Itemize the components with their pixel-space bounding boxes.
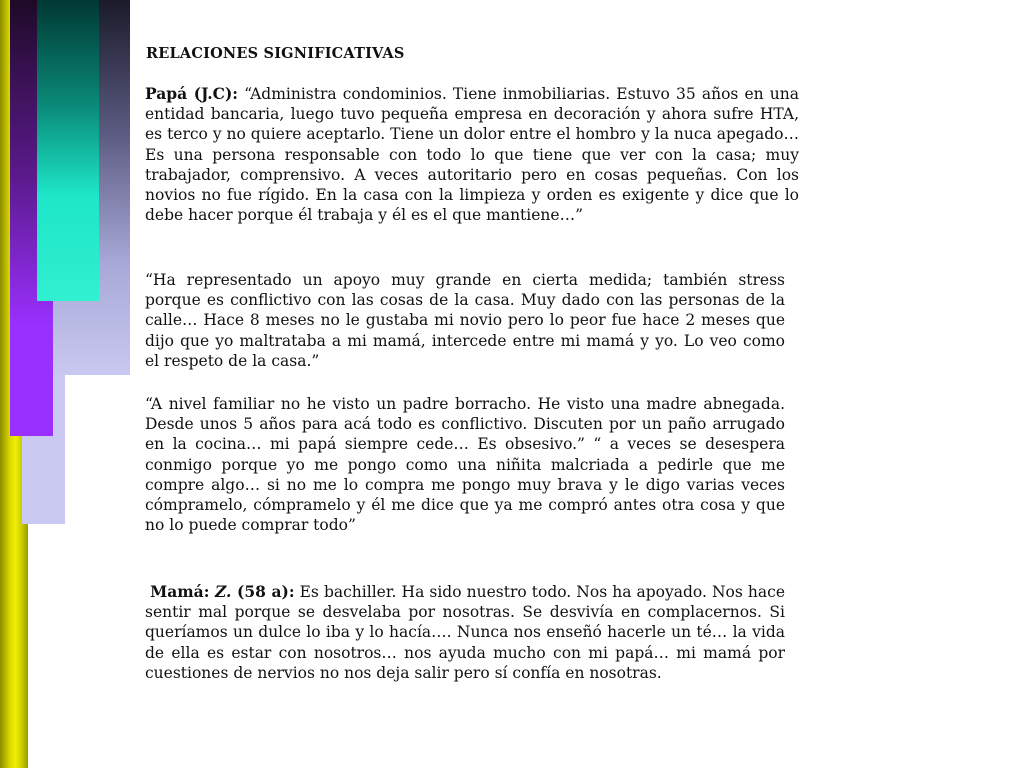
mother-paragraph: [145, 582, 785, 683]
father-text: “Administra condominios. Tiene inmobiliarias. Estuvo 35 años en una entidad bancaria, luego tuvo pequeña empresa en decoración y ahora sufre HTA, es terco y no quiere aceptarlo. Tiene un dolor entre el hombro y la nuca apegado… Es una persona responsable con todo lo que tiene que ver con la casa; muy trabajador, comprensivo. A veces autoritario pero en cosas pequeñas. Con los novios no fue rígido. En la casa con la limpieza y orden es exigente y dice que lo debe hacer porque él trabaja y él es el que mantiene…”: [145, 85, 799, 225]
mother-label-suffix: (58 a):: [231, 582, 295, 601]
mother-label-name: Z.: [215, 582, 232, 601]
decorative-teal-bar: [37, 0, 99, 301]
mother-label: [150, 582, 294, 601]
quote-paragraph-2: “A nivel familiar no he visto un padre borracho. He visto una madre abnegada. Desde unos 5 años para acá todo es conflictivo. Discuten por un paño arrugado en la cocina… mi papá siempre cede… Es obsesivo.” “ a veces se desespera conmigo porque yo me pongo como una niñita malcriada a pedirle que me compre algo… si no me lo compra me pongo muy brava y le digo varias veces cómpramelo, cómpramelo y él me dice que ya me compró antes otra cosa y que no lo puede comprar todo”: [145, 395, 785, 535]
father-label: Papá (J.C):: [145, 84, 239, 103]
mother-text: Es bachiller. Ha sido nuestro todo. Nos ha apoyado. Nos hace sentir mal porque se desvelaba por nosotras. Se desvivía en complacernos. Si queríamos un dulce lo iba y lo hacía…. Nunca nos enseñó hacerle un té… la vida de ella es estar con nosotros… nos ayuda mucho con mi papá… mi mamá por cuestiones de nervios no nos deja salir pero sí confía en nosotras.: [145, 583, 785, 682]
section-heading: RELACIONES SIGNIFICATIVAS: [146, 45, 405, 62]
father-paragraph: [145, 84, 799, 225]
quote-paragraph-1: “Ha representado un apoyo muy grande en cierta medida; también stress porque es conflictivo con las cosas de la casa. Muy dado con las personas de la calle… Hace 8 meses no le gustaba mi novio pero lo peor fue hace 2 meses que dijo que yo maltrataba a mi mamá, intercede entre mi mamá y yo. Lo veo como el respeto de la casa.”: [145, 271, 785, 370]
mother-label-prefix: Mamá:: [150, 582, 215, 601]
